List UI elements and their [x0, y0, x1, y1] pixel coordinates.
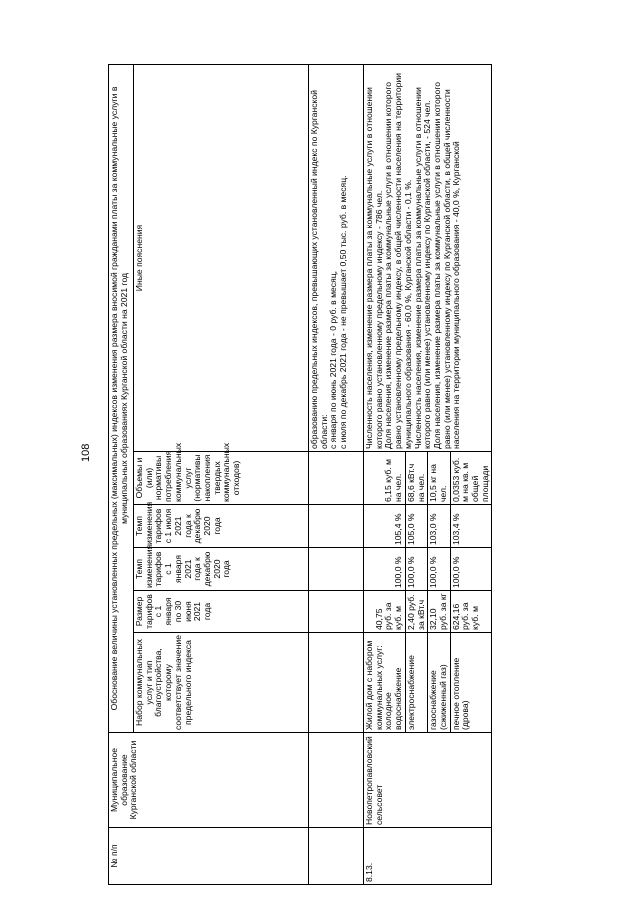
indices-table — [108, 64, 492, 885]
header-municipality: Муниципальное образование Курганской области — [109, 733, 309, 828]
service-tariff: 40,75 руб. за куб. м — [364, 591, 406, 633]
header-notes: Иные пояснения — [134, 64, 309, 451]
service-rate-jul: 105,4 % — [364, 505, 406, 548]
service-rate-jul: 103,4 % — [450, 505, 492, 548]
service-rate-jul: 105,0 % — [405, 505, 427, 548]
continued-row — [309, 64, 364, 884]
service-name: холодное водоснабжение — [383, 667, 404, 730]
header-volume: Объемы и (или) нормативы потребления коммунальных услуг (нормативы накопления твердых коммунальных отходов) — [134, 452, 309, 505]
service-rate-jul: 103,0 % — [428, 505, 450, 548]
entry-num: 8.13. — [364, 828, 492, 885]
rotated-table-container — [108, 65, 586, 885]
service-tariff: 2,40 руб. за кВт.ч — [405, 591, 427, 633]
header-num: № п/п — [109, 828, 309, 885]
service-volume: 10,5 кг на чел. — [428, 452, 450, 505]
header-row-group — [109, 64, 134, 884]
service-tariff: 32,10 руб. за кг — [428, 591, 450, 633]
entry-notes: Численность населения, изменение размера платы за коммунальные услуги в отношении которого равно установленному предельному индексу - 786 чел. Доля населения, изменение размера платы за коммунальные услуги в отношении которого равно установленному предельному индексу, в общей численности населения на территории муниципального образования - 60,0 %, Курганской области - 0,1 %. Численность населения, изменение размера платы за коммунальные услуги в отношении которого равно (или менее) установленному индексу по Курганской области, - 524 чел. Доля населения, изменение размера платы за коммунальные услуги в отношении которого равно (или менее) установленному индексу по Курганской области, в общей численности населения на территории муниципального образования - 40,0 %, Курганской — [364, 64, 492, 451]
service-name: электроснабжение — [405, 633, 427, 733]
header-set: Набор коммунальных услуг и тип благоустройства, которому соответствует значение предельного индекса — [134, 633, 309, 733]
header-tariff: Размер тарифов с 1 января по 30 июня 2021 года — [134, 591, 309, 633]
service-name: печное отопление (дрова) — [450, 633, 492, 733]
service-volume: 0,0353 куб. м на кв. м общей площади — [450, 452, 492, 505]
service-rate-jan: 100,0 % — [405, 548, 427, 591]
service-rate-jan: 100,0 % — [428, 548, 450, 591]
service-set — [364, 633, 406, 733]
service-rate-jan: 100,0 % — [364, 548, 406, 591]
header-group: Обоснование величины установленных предельных (максимальных) индексов изменения размера вносимой гражданами платы за коммунальные услуги в муниципальных образованиях Курганской области на 2021 год — [109, 64, 134, 732]
service-rate-jan: 100,0 % — [450, 548, 492, 591]
service-name: газоснабжение (сжиженный газ) — [428, 633, 450, 733]
continued-note: образованию предельных индексов, превышающих установленный индекс по Курганской области: с января по июнь 2021 года - 0 руб. в месяц, с июля по декабрь 2021 года - не превышает 0,50 тыс. руб. в месяц. — [309, 64, 364, 451]
service-volume: 6,15 куб. м на чел. — [364, 452, 406, 505]
entry-municipality: Новопетропавловский сельсовет — [364, 733, 492, 828]
page-number: 108 — [80, 443, 92, 463]
service-tariff: 624,16 руб. за куб. м — [450, 591, 492, 633]
header-rate-jan: Темп изменения тарифов с 1 января 2021 года к декабрю 2020 года — [134, 548, 309, 591]
entry-row-1 — [364, 64, 406, 884]
service-volume: 68,6 кВт.ч на чел. — [405, 452, 427, 505]
set-intro: Жилой дом с набором коммунальных услуг: — [364, 640, 384, 730]
header-rate-jul: Темп изменения тарифов с 1 июля 2021 года к декабрю 2020 года — [134, 505, 309, 548]
